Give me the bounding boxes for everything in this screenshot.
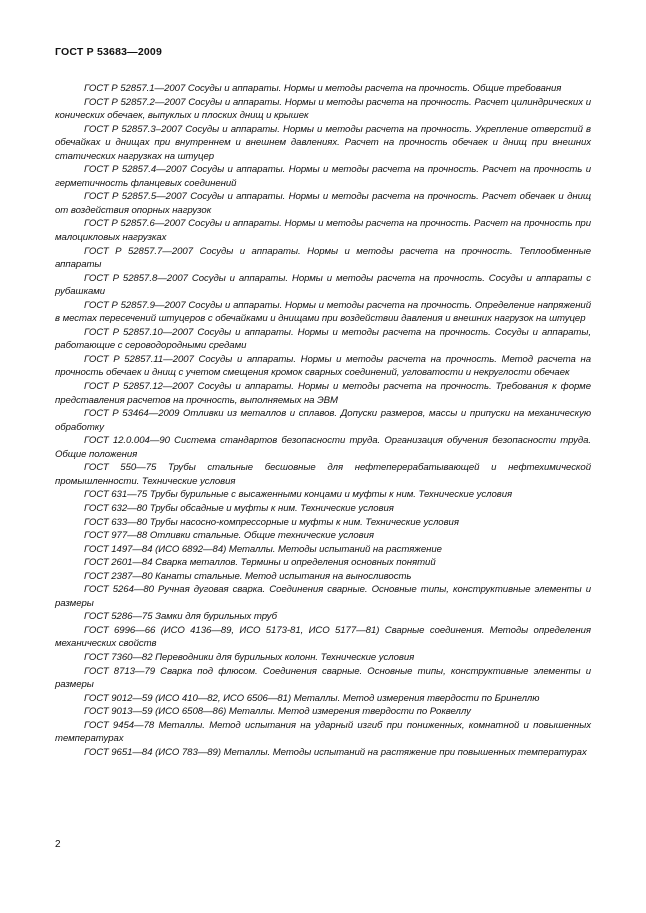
- reference-item: ГОСТ Р 52857.6—2007 Сосуды и аппараты. Нормы и методы расчета на прочность. Расчет на прочность при малоцикловых нагрузках: [55, 218, 591, 244]
- reference-item: ГОСТ 2387—80 Канаты стальные. Метод испытания на выносливость: [84, 570, 412, 582]
- reference-item: ГОСТ 6996—66 (ИСО 4136—89, ИСО 5173-81, ИСО 5177—81) Сварные соединения. Методы определения механических свойств: [55, 624, 591, 650]
- reference-item: ГОСТ 550—75 Трубы стальные бесшовные для нефтеперерабатывающей и нефтехимической промышленности. Технические условия: [55, 462, 591, 487]
- reference-item: ГОСТ 1497—84 (ИСО 6892—84) Металлы. Методы испытаний на растяжение: [84, 543, 442, 555]
- reference-item: ГОСТ Р 52857.11—2007 Сосуды и аппараты. Нормы и методы расчета на прочность. Метод расчета на прочность обечаек и днищ с учетом смещения кромок сварных соединений, угловатости и некруглости обечаек: [55, 353, 591, 379]
- reference-item: ГОСТ Р 52857.8—2007 Сосуды и аппараты. Нормы и методы расчета на прочность. Сосуды и аппараты с рубашками: [55, 272, 591, 298]
- reference-item: ГОСТ 5286—75 Замки для бурильных труб: [84, 611, 277, 623]
- reference-item: ГОСТ Р 52857.9—2007 Сосуды и аппараты. Нормы и методы расчета на прочность. Определение напряжений в местах пересечений штуцеров с обечайками и днищами при воздействии давления и внешних нагрузок на штуцер: [55, 299, 591, 325]
- reference-item: ГОСТ 977—88 Отливки стальные. Общие технические условия: [84, 530, 374, 542]
- reference-item: ГОСТ 12.0.004—90 Система стандартов безопасности труда. Организация обучения безопасности труда. Общие положения: [55, 435, 591, 460]
- reference-item: ГОСТ 9012—59 (ИСО 410—82, ИСО 6506—81) Металлы. Метод измерения твердости по Бринеллю: [84, 692, 540, 704]
- reference-item: ГОСТ Р 53464—2009 Отливки из металлов и сплавов. Допуски размеров, массы и припуски на механическую обработку: [55, 408, 591, 433]
- reference-item: ГОСТ Р 52857.5—2007 Сосуды и аппараты. Нормы и методы расчета на прочность. Расчет обечаек и днищ от воздействия опорных нагрузок: [55, 191, 591, 216]
- reference-item: ГОСТ 8713—79 Сварка под флюсом. Соединения сварные. Основные типы, конструктивные элементы и размеры: [55, 665, 591, 691]
- reference-item: ГОСТ 9013—59 (ИСО 6508—86) Металлы. Метод измерения твердости по Роквеллу: [84, 706, 471, 718]
- reference-item: ГОСТ 632—80 Трубы обсадные и муфты к ним. Технические условия: [84, 502, 394, 514]
- document-header: ГОСТ Р 53683—2009: [55, 46, 163, 58]
- reference-item: ГОСТ 7360—82 Переводники для бурильных колонн. Технические условия: [84, 651, 415, 663]
- reference-item: ГОСТ Р 52857.2—2007 Сосуды и аппараты. Нормы и методы расчета на прочность. Расчет цилиндрических и конических обечаек, выпуклых и плоских днищ и крышек: [55, 96, 591, 122]
- reference-item: ГОСТ Р 52857.7—2007 Сосуды и аппараты. Нормы и методы расчета на прочность. Теплообменные аппараты: [55, 245, 591, 271]
- reference-item: ГОСТ Р 52857.4—2007 Сосуды и аппараты. Нормы и методы расчета на прочность. Расчет на прочность и герметичность фланцевых соединений: [55, 164, 591, 189]
- page-number: 2: [55, 839, 61, 850]
- reference-item: ГОСТ 631—75 Трубы бурильные с высаженными концами и муфты к ним. Технические условия: [84, 489, 513, 501]
- reference-item: ГОСТ 633—80 Трубы насосно-компрессорные и муфты к ним. Технические условия: [84, 516, 459, 528]
- reference-item: ГОСТ 2601—84 Сварка металлов. Термины и определения основных понятий: [84, 557, 436, 569]
- reference-item: ГОСТ Р 52857.3–2007 Сосуды и аппараты. Нормы и методы расчета на прочность. Укрепление отверстий в обечайках и днищах при внутреннем и внешнем давлениях. Расчет на прочность обечаек и днищ при внешних статических нагрузках на штуцер: [55, 123, 591, 162]
- reference-item: ГОСТ Р 52857.10—2007 Сосуды и аппараты. Нормы и методы расчета на прочность. Сосуды и аппараты, работающие с сероводородными средами: [55, 326, 591, 352]
- reference-item: ГОСТ Р 52857.12—2007 Сосуды и аппараты. Нормы и методы расчета на прочность. Требования к форме представления расчетов на прочность, выполняемых на ЭВМ: [55, 381, 591, 406]
- normative-references-list: [55, 82, 591, 759]
- reference-item: ГОСТ 5264—80 Ручная дуговая сварка. Соединения сварные. Основные типы, конструктивные элементы и размеры: [55, 584, 591, 609]
- reference-item: ГОСТ 9454—78 Металлы. Метод испытания на ударный изгиб при пониженных, комнатной и повышенных температурах: [55, 719, 591, 745]
- reference-item: ГОСТ 9651—84 (ИСО 783—89) Металлы. Методы испытаний на растяжение при повышенных температурах: [84, 746, 587, 758]
- reference-item: ГОСТ Р 52857.1—2007 Сосуды и аппараты. Нормы и методы расчета на прочность. Общие требования: [84, 83, 562, 94]
